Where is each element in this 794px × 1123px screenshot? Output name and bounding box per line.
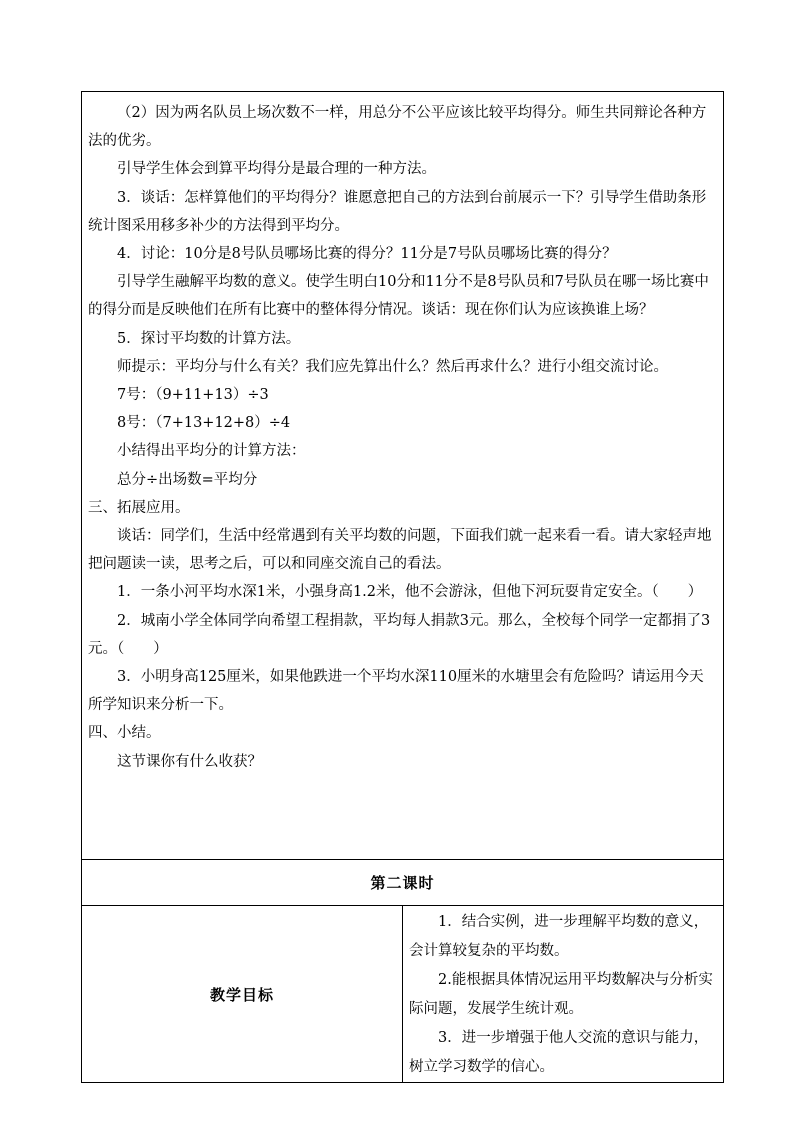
lesson-title-cell bbox=[82, 860, 724, 906]
paragraph: 3．谈话：怎样算他们的平均得分？谁愿意把自己的方法到台前展示一下？引导学生借助条形统计图采用移多补少的方法得到平均分。 bbox=[88, 189, 707, 234]
lesson-title: 第二课时 bbox=[370, 874, 435, 892]
question-item: 3．小明身高125厘米，如果他跌进一个平均水深110厘米的水塘里会有危险吗？请运用今天所学知识来分析一下。 bbox=[88, 669, 704, 714]
goals-cell bbox=[403, 906, 724, 1083]
formula-line: 7号：（9+11+13）÷3 bbox=[117, 387, 269, 404]
paragraph: 4．讨论：10分是8号队员哪场比赛的得分？11分是7号队员哪场比赛的得分？ bbox=[117, 246, 617, 263]
goal-item: 1．结合实例，进一步理解平均数的意义，会计算较复杂的平均数。 bbox=[409, 914, 709, 959]
goal-item: 3．进一步增强于他人交流的意识与能力，树立学习数学的信心。 bbox=[409, 1030, 709, 1075]
section-heading: 三、拓展应用。 bbox=[88, 499, 190, 516]
goal-item: 2.能根据具体情况运用平均数解决与分析实际问题，发展学生统计观。 bbox=[409, 972, 713, 1017]
paragraph: 引导学生体会到算平均得分是最合理的一种方法。 bbox=[117, 161, 436, 178]
lesson-content-cell bbox=[82, 92, 724, 860]
formula-line: 总分÷出场数=平均分 bbox=[117, 471, 258, 488]
section-heading: 四、小结。 bbox=[88, 725, 161, 742]
paragraph: 这节课你有什么收获？ bbox=[117, 753, 262, 770]
lesson-plan-table bbox=[81, 91, 724, 1083]
paragraph: 谈话：同学们，生活中经常遇到有关平均数的问题，下面我们就一起来看一看。请大家轻声地把问题读一读，思考之后，可以和同座交流自己的看法。 bbox=[88, 528, 712, 573]
question-item: 2．城南小学全体同学向希望工程捐款，平均每人捐款3元。那么，全校每个同学一定都捐了3元。（ ） bbox=[88, 612, 711, 657]
goals-label: 教学目标 bbox=[209, 985, 274, 1004]
paragraph: 5．探讨平均数的计算方法。 bbox=[117, 330, 301, 347]
formula-line: 8号：（7+13+12+8）÷4 bbox=[117, 415, 291, 432]
paragraph: （2）因为两名队员上场次数不一样，用总分不公平应该比较平均得分。师生共同辩论各种方法的优劣。 bbox=[88, 105, 707, 150]
paragraph: 师提示：平均分与什么有关？我们应先算出什么？然后再求什么？进行小组交流讨论。 bbox=[117, 358, 668, 375]
goals-label-cell bbox=[82, 906, 403, 1083]
paragraph: 引导学生融解平均数的意义。使学生明白10分和11分不是8号队员和7号队员在哪一场比赛中的得分而是反映他们在所有比赛中的整体得分情况。谈话：现在你们认为应该换谁上场？ bbox=[88, 274, 709, 319]
question-item: 1．一条小河平均水深1米，小强身高1.2米，他不会游泳，但他下河玩耍肯定安全。（ ） bbox=[117, 584, 703, 601]
paragraph: 小结得出平均分的计算方法： bbox=[117, 443, 306, 460]
